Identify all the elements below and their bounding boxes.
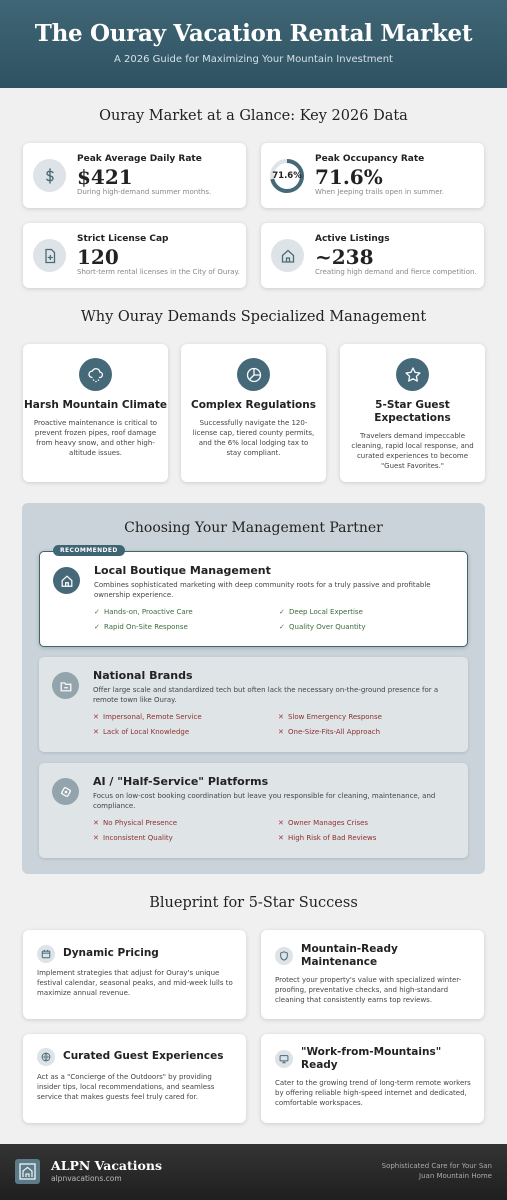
blueprint-card-desc: Implement strategies that adjust for Ouray's unique festival calendar, seasonal peaks, and mid-week lulls to maximize annual revenue. xyxy=(37,969,233,997)
footer-url[interactable]: alpnvacations.com xyxy=(51,1174,122,1183)
footer-tagline: Sophisticated Care for Your San Juan Mountain Home xyxy=(381,1162,492,1180)
dollar-icon xyxy=(33,159,66,192)
blueprint-card-title: Curated Guest Experiences xyxy=(63,1050,224,1062)
pro-item: ✓ Deep Local Expertise xyxy=(279,608,363,616)
pro-item: ✓ Hands-on, Proactive Care xyxy=(94,608,193,616)
blueprint-card-title: "Work-from-Mountains" Ready xyxy=(301,1046,442,1071)
check-icon: ✓ xyxy=(94,608,100,616)
stat-label: Peak Average Daily Rate xyxy=(77,154,202,164)
star-icon xyxy=(396,358,429,391)
partner-panel xyxy=(22,503,485,874)
why-card-title: Complex Regulations xyxy=(191,399,316,411)
option-national-brands xyxy=(39,657,468,752)
blueprint-title: Blueprint for 5-Star Success xyxy=(149,895,358,911)
x-icon: ✕ xyxy=(278,728,284,736)
con-item: ✕ Owner Manages Crises xyxy=(278,819,369,827)
stat-label: Peak Occupancy Rate xyxy=(315,154,425,164)
page-title: The Ouray Vacation Rental Market xyxy=(34,20,473,47)
house-icon xyxy=(271,239,304,272)
x-icon: ✕ xyxy=(93,834,99,842)
check-icon: ✓ xyxy=(279,623,285,631)
pro-item: ✓ Rapid On-Site Response xyxy=(94,623,188,631)
check-icon: ✓ xyxy=(279,608,285,616)
stat-value: $421 xyxy=(77,165,133,189)
partner-title: Choosing Your Management Partner xyxy=(124,520,383,536)
why-card-title: 5-Star Guest Expectations xyxy=(374,399,451,424)
house-icon xyxy=(53,567,80,594)
stat-card-occupancy xyxy=(261,143,484,208)
x-icon: ✕ xyxy=(93,728,99,736)
blueprint-card-title: Mountain-Ready Maintenance xyxy=(301,943,398,968)
stat-label: Active Listings xyxy=(315,234,390,244)
pro-item: ✓ Quality Over Quantity xyxy=(279,623,366,631)
stat-card-rate xyxy=(23,143,246,208)
con-item: ✕ Inconsistent Quality xyxy=(93,834,173,842)
stat-card-listings xyxy=(261,223,484,288)
option-desc: Combines sophisticated marketing with deep community roots for a truly passive and profitable ownership experience. xyxy=(94,581,431,599)
header xyxy=(0,0,507,88)
check-icon: ✓ xyxy=(94,623,100,631)
option-title: AI / "Half-Service" Platforms xyxy=(93,775,269,788)
x-icon: ✕ xyxy=(93,713,99,721)
con-item: ✕ No Physical Presence xyxy=(93,819,178,827)
con-item: ✕ One-Size-Fits-All Approach xyxy=(278,728,381,736)
snow-cloud-icon xyxy=(79,358,112,391)
blueprint-card-experiences xyxy=(23,1034,246,1123)
why-card-desc: Travelers demand impeccable cleaning, rapid local response, and curated experiences to become "Guest Favorites." xyxy=(351,432,474,470)
x-icon: ✕ xyxy=(278,819,284,827)
why-card-desc: Proactive maintenance is critical to prevent frozen pipes, roof damage from heavy snow, and other high-altitude issues. xyxy=(33,419,158,457)
pie-chart-icon xyxy=(237,358,270,391)
option-title: National Brands xyxy=(93,669,193,682)
con-item: ✕ High Risk of Bad Reviews xyxy=(278,834,377,842)
why-card-regulations xyxy=(181,344,326,482)
why-card-title: Harsh Mountain Climate xyxy=(24,399,167,411)
blueprint-card-remote-work xyxy=(261,1034,484,1123)
glance-title: Ouray Market at a Glance: Key 2026 Data xyxy=(99,108,408,124)
footer xyxy=(0,1144,507,1200)
stat-value: 120 xyxy=(77,245,119,269)
globe-icon xyxy=(37,1048,55,1066)
blueprint-card-maintenance xyxy=(261,930,484,1019)
ring-text: 71.6% xyxy=(272,171,302,181)
stat-card-license xyxy=(23,223,246,288)
x-icon: ✕ xyxy=(278,834,284,842)
why-title: Why Ouray Demands Specialized Management xyxy=(80,309,427,325)
stat-value: 71.6% xyxy=(315,165,383,189)
shield-icon xyxy=(275,947,293,965)
option-ai-platforms xyxy=(39,763,468,858)
option-desc: Offer large scale and standardized tech but often lack the necessary on-the-ground presence for a remote town like Ouray. xyxy=(93,686,439,704)
recommended-badge: RECOMMENDED xyxy=(53,545,125,556)
page-subtitle: A 2026 Guide for Maximizing Your Mountain Investment xyxy=(114,54,393,65)
occupancy-ring xyxy=(269,158,305,194)
monitor-icon xyxy=(275,1050,293,1068)
stat-desc: During high-demand summer months. xyxy=(77,188,212,196)
building-icon xyxy=(52,672,79,699)
con-item: ✕ Lack of Local Knowledge xyxy=(93,728,190,736)
option-desc: Focus on low-cost booking coordination but leave you responsible for cleaning, maintenance, and compliance. xyxy=(93,792,436,810)
option-local-boutique xyxy=(39,551,468,647)
license-document-icon xyxy=(33,239,66,272)
blueprint-card-desc: Protect your property's value with specialized winter-proofing, preventative checks, and high-standard cleaning that consistently earns top reviews. xyxy=(275,976,462,1004)
x-icon: ✕ xyxy=(278,713,284,721)
con-item: ✕ Impersonal, Remote Service xyxy=(93,713,202,721)
calendar-icon xyxy=(37,945,55,963)
option-title: Local Boutique Management xyxy=(94,564,271,577)
blueprint-card-title: Dynamic Pricing xyxy=(63,947,159,959)
stat-desc: When Jeeping trails open in summer. xyxy=(315,188,444,196)
blueprint-card-desc: Act as a "Concierge of the Outdoors" by providing insider tips, local recommendations, and seamless service that makes guests feel truly cared for. xyxy=(37,1073,215,1101)
why-card-climate xyxy=(23,344,168,482)
stat-label: Strict License Cap xyxy=(77,234,169,244)
chip-icon xyxy=(52,778,79,805)
logo-icon xyxy=(15,1159,40,1184)
stat-desc: Short-term rental licenses in the City of Ouray. xyxy=(77,268,240,276)
footer-brand: ALPN Vacations xyxy=(51,1158,163,1173)
con-item: ✕ Slow Emergency Response xyxy=(278,713,382,721)
blueprint-card-pricing xyxy=(23,930,246,1019)
x-icon: ✕ xyxy=(93,819,99,827)
why-card-desc: Successfully navigate the 120-license cap, tiered county permits, and the 6% local lodging tax to stay compliant. xyxy=(192,419,315,457)
stat-desc: Creating high demand and fierce competition. xyxy=(315,268,477,276)
why-card-expectations xyxy=(340,344,485,482)
stat-value: ~238 xyxy=(315,245,374,269)
blueprint-card-desc: Cater to the growing trend of long-term remote workers by offering reliable high-speed internet and dedicated, comfortable workspaces. xyxy=(275,1079,471,1107)
